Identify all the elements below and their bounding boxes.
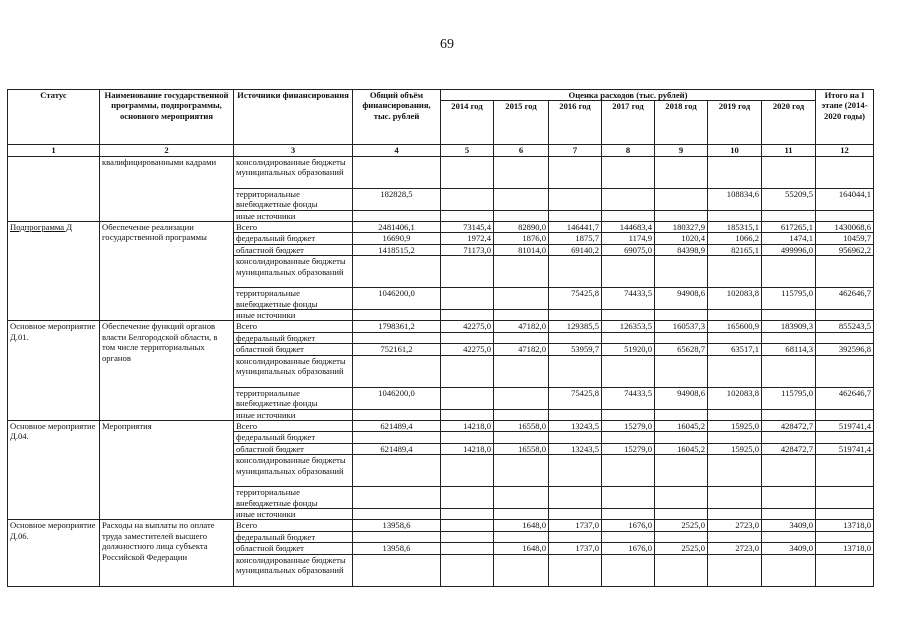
row-source: Всего [234, 222, 353, 233]
row-value [708, 531, 762, 542]
row-value: 1737,0 [549, 520, 602, 531]
row-value [762, 455, 816, 487]
row-source: иные источники [234, 310, 353, 321]
header-year: 2016 год [549, 101, 602, 145]
row-value: 617265,1 [762, 222, 816, 233]
row-value [762, 355, 816, 387]
header-year: 2017 год [602, 101, 655, 145]
row-value [655, 432, 708, 443]
row-value [708, 455, 762, 487]
row-name: Расходы на выплаты по оплате труда заместителей высшего должностного лица субъекта Российской Федерации [100, 520, 234, 586]
row-value [353, 432, 441, 443]
row-value [549, 188, 602, 210]
row-value: 1046200,0 [353, 288, 441, 310]
row-value [353, 531, 441, 542]
row-value [816, 332, 874, 343]
row-value: 82165,1 [708, 244, 762, 255]
row-value [602, 455, 655, 487]
row-value [655, 156, 708, 188]
row-value [708, 508, 762, 519]
row-value [816, 531, 874, 542]
row-value: 146441,7 [549, 222, 602, 233]
row-value: 180327,9 [655, 222, 708, 233]
row-value: 428472,7 [762, 443, 816, 454]
row-source: областной бюджет [234, 543, 353, 554]
header-year: 2019 год [708, 101, 762, 145]
row-value: 428472,7 [762, 420, 816, 431]
row-value: 2723,0 [708, 543, 762, 554]
row-value: 71173,0 [441, 244, 494, 255]
row-value [494, 156, 549, 188]
row-source: областной бюджет [234, 344, 353, 355]
row-source: областной бюджет [234, 443, 353, 454]
table-body [8, 156, 874, 586]
row-value: 75425,8 [549, 288, 602, 310]
header-year: 2015 год [494, 101, 549, 145]
row-value: 15925,0 [708, 420, 762, 431]
row-value: 68114,3 [762, 344, 816, 355]
row-value [441, 310, 494, 321]
row-value: 1474,1 [762, 233, 816, 244]
row-value [816, 156, 874, 188]
row-value: 14218,0 [441, 420, 494, 431]
row-value [816, 455, 874, 487]
row-value [762, 210, 816, 221]
row-value: 2525,0 [655, 520, 708, 531]
row-status: Подпрограмма Д [8, 222, 100, 321]
row-source: консолидированные бюджеты муниципальных образований [234, 355, 353, 387]
row-value [353, 310, 441, 321]
row-value [353, 455, 441, 487]
row-value [494, 508, 549, 519]
row-value: 1676,0 [602, 520, 655, 531]
row-value [762, 554, 816, 586]
row-value: 462646,7 [816, 288, 874, 310]
row-value [441, 520, 494, 531]
row-source: федеральный бюджет [234, 332, 353, 343]
row-value: 129385,5 [549, 321, 602, 332]
row-value [655, 554, 708, 586]
row-value [549, 409, 602, 420]
column-number: 2 [100, 145, 234, 156]
table-row [8, 222, 874, 233]
row-value [353, 508, 441, 519]
row-value [441, 455, 494, 487]
row-value: 16045,2 [655, 420, 708, 431]
row-value [602, 332, 655, 343]
header-sources: Источники финансирования [234, 90, 353, 145]
table-row [8, 420, 874, 431]
row-value [602, 508, 655, 519]
row-value [494, 487, 549, 509]
header-year: 2018 год [655, 101, 708, 145]
header-year: 2014 год [441, 101, 494, 145]
page-number: 69 [440, 37, 454, 52]
row-value [353, 487, 441, 509]
column-number: 6 [494, 145, 549, 156]
row-source: территориальные внебюджетные фонды [234, 288, 353, 310]
header-total: Общий объём финансирования, тыс. рублей [353, 90, 441, 145]
column-numbers-row [8, 145, 874, 156]
row-value: 55209,5 [762, 188, 816, 210]
row-value [441, 487, 494, 509]
row-value: 164044,1 [816, 188, 874, 210]
row-value [602, 554, 655, 586]
row-value [441, 355, 494, 387]
row-value: 47182,0 [494, 344, 549, 355]
row-value: 13243,5 [549, 443, 602, 454]
row-value [549, 156, 602, 188]
header-status: Статус [8, 90, 100, 145]
row-source: иные источники [234, 508, 353, 519]
row-value: 16558,0 [494, 420, 549, 431]
row-value: 3409,0 [762, 543, 816, 554]
row-source: Всего [234, 420, 353, 431]
column-number: 8 [602, 145, 655, 156]
row-name: Обеспечение функций органов власти Белгородской области, в том числе территориальных органов [100, 321, 234, 420]
row-value [602, 409, 655, 420]
row-source: Всего [234, 520, 353, 531]
row-value: 3409,0 [762, 520, 816, 531]
row-value [494, 310, 549, 321]
row-value [549, 210, 602, 221]
row-value: 183909,3 [762, 321, 816, 332]
row-value [816, 256, 874, 288]
row-value [441, 531, 494, 542]
row-source: иные источники [234, 409, 353, 420]
row-value: 15279,0 [602, 420, 655, 431]
row-value [762, 256, 816, 288]
row-value [494, 409, 549, 420]
row-value [708, 332, 762, 343]
row-value [816, 432, 874, 443]
row-value [708, 487, 762, 509]
row-value: 1020,4 [655, 233, 708, 244]
row-value: 2723,0 [708, 520, 762, 531]
row-value [602, 531, 655, 542]
header-year: 2020 год [762, 101, 816, 145]
row-value [602, 355, 655, 387]
row-value: 1972,4 [441, 233, 494, 244]
row-value [494, 387, 549, 409]
column-number: 10 [708, 145, 762, 156]
row-value: 160537,3 [655, 321, 708, 332]
row-source: консолидированные бюджеты муниципальных образований [234, 156, 353, 188]
column-number: 11 [762, 145, 816, 156]
row-value [549, 455, 602, 487]
row-value [441, 188, 494, 210]
row-value: 15925,0 [708, 443, 762, 454]
row-value [816, 508, 874, 519]
row-value [655, 256, 708, 288]
row-value: 13958,6 [353, 520, 441, 531]
row-value: 392596,8 [816, 344, 874, 355]
row-value [602, 487, 655, 509]
row-value: 144683,4 [602, 222, 655, 233]
row-value [762, 409, 816, 420]
row-value [816, 409, 874, 420]
row-source: Всего [234, 321, 353, 332]
row-value: 14218,0 [441, 443, 494, 454]
row-value: 1737,0 [549, 543, 602, 554]
row-value: 13718,0 [816, 543, 874, 554]
row-value [441, 543, 494, 554]
row-value: 182828,5 [353, 188, 441, 210]
table-row [8, 321, 874, 332]
row-value [549, 554, 602, 586]
row-value [816, 487, 874, 509]
row-value: 65628,7 [655, 344, 708, 355]
row-value: 75425,8 [549, 387, 602, 409]
row-value [549, 332, 602, 343]
row-value: 10459,7 [816, 233, 874, 244]
row-source: федеральный бюджет [234, 233, 353, 244]
row-value [549, 487, 602, 509]
row-value: 53959,7 [549, 344, 602, 355]
column-number: 3 [234, 145, 353, 156]
row-value [816, 210, 874, 221]
row-value: 1876,0 [494, 233, 549, 244]
row-value [762, 487, 816, 509]
row-value [816, 554, 874, 586]
table-row [8, 520, 874, 531]
row-value [708, 156, 762, 188]
row-value [441, 409, 494, 420]
row-value [602, 310, 655, 321]
row-value [762, 310, 816, 321]
row-value [441, 554, 494, 586]
row-value [708, 409, 762, 420]
row-value [549, 531, 602, 542]
row-value: 102083,8 [708, 387, 762, 409]
row-value: 126353,5 [602, 321, 655, 332]
row-value [494, 432, 549, 443]
row-value [494, 455, 549, 487]
row-value [353, 332, 441, 343]
row-value: 1648,0 [494, 520, 549, 531]
row-value [602, 256, 655, 288]
row-value: 108834,6 [708, 188, 762, 210]
row-value [441, 256, 494, 288]
row-value [441, 432, 494, 443]
row-value: 74433,5 [602, 288, 655, 310]
row-value [762, 531, 816, 542]
header-estimate: Оценка расходов (тыс. рублей) [441, 90, 816, 101]
row-value: 13718,0 [816, 520, 874, 531]
row-value: 1875,7 [549, 233, 602, 244]
row-value: 16558,0 [494, 443, 549, 454]
row-value: 84398,9 [655, 244, 708, 255]
row-value [762, 156, 816, 188]
row-value [655, 310, 708, 321]
row-value [441, 332, 494, 343]
row-value [708, 210, 762, 221]
row-value: 1430068,6 [816, 222, 874, 233]
row-value: 102083,8 [708, 288, 762, 310]
row-value: 82890,0 [494, 222, 549, 233]
row-value: 621489,4 [353, 420, 441, 431]
row-value: 855243,5 [816, 321, 874, 332]
row-value [353, 355, 441, 387]
row-source: федеральный бюджет [234, 531, 353, 542]
row-value [602, 432, 655, 443]
row-value: 621489,4 [353, 443, 441, 454]
row-value [655, 355, 708, 387]
row-name: Обеспечение реализации государственной программы [100, 222, 234, 321]
row-value: 69140,2 [549, 244, 602, 255]
row-value [708, 554, 762, 586]
row-value: 1418515,2 [353, 244, 441, 255]
row-value: 519741,4 [816, 443, 874, 454]
header-stage-total: Итого на I этапе (2014-2020 годы) [816, 90, 874, 145]
budget-table [7, 89, 874, 587]
row-value: 16690,9 [353, 233, 441, 244]
row-status [8, 156, 100, 221]
row-value: 165600,9 [708, 321, 762, 332]
row-value [816, 355, 874, 387]
row-value [602, 210, 655, 221]
row-status: Основное мероприятие Д.06. [8, 520, 100, 586]
row-value [353, 156, 441, 188]
row-source: консолидированные бюджеты муниципальных образований [234, 256, 353, 288]
table-row [8, 156, 874, 188]
row-value [494, 256, 549, 288]
row-value [353, 210, 441, 221]
row-value: 51920,0 [602, 344, 655, 355]
column-number: 7 [549, 145, 602, 156]
row-value: 16045,2 [655, 443, 708, 454]
row-value [655, 487, 708, 509]
row-value [441, 288, 494, 310]
row-value: 94908,6 [655, 288, 708, 310]
row-value: 752161,2 [353, 344, 441, 355]
row-source: иные источники [234, 210, 353, 221]
row-value [708, 355, 762, 387]
row-value: 94908,6 [655, 387, 708, 409]
row-value: 74433,5 [602, 387, 655, 409]
row-value [494, 554, 549, 586]
row-value [655, 210, 708, 221]
row-value [708, 256, 762, 288]
row-value [353, 256, 441, 288]
row-value [762, 508, 816, 519]
row-value: 185315,1 [708, 222, 762, 233]
row-name: Мероприятия [100, 420, 234, 519]
row-value: 1798361,2 [353, 321, 441, 332]
row-value [602, 188, 655, 210]
column-number: 12 [816, 145, 874, 156]
row-source: консолидированные бюджеты муниципальных образований [234, 455, 353, 487]
row-value [655, 531, 708, 542]
row-value: 13958,6 [353, 543, 441, 554]
row-value: 42275,0 [441, 344, 494, 355]
row-value [353, 554, 441, 586]
row-value [494, 210, 549, 221]
row-value: 13243,5 [549, 420, 602, 431]
row-name: квалифицированными кадрами [100, 156, 234, 221]
row-value: 63517,1 [708, 344, 762, 355]
row-value [494, 332, 549, 343]
row-value: 73145,4 [441, 222, 494, 233]
row-value [708, 432, 762, 443]
header-name: Наименование государственной программы, подпрограммы, основного мероприятия [100, 90, 234, 145]
column-number: 5 [441, 145, 494, 156]
row-value [762, 432, 816, 443]
row-value [549, 256, 602, 288]
row-value: 462646,7 [816, 387, 874, 409]
row-value [549, 310, 602, 321]
row-value: 69075,0 [602, 244, 655, 255]
row-source: территориальные внебюджетные фонды [234, 387, 353, 409]
row-value: 1676,0 [602, 543, 655, 554]
row-value: 47182,0 [494, 321, 549, 332]
column-number: 9 [655, 145, 708, 156]
row-value [549, 432, 602, 443]
row-value: 15279,0 [602, 443, 655, 454]
row-value [655, 188, 708, 210]
row-value [655, 332, 708, 343]
row-value [441, 210, 494, 221]
row-value: 115795,0 [762, 288, 816, 310]
row-value [816, 310, 874, 321]
row-value [708, 310, 762, 321]
row-source: консолидированные бюджеты муниципальных образований [234, 554, 353, 586]
row-value [441, 508, 494, 519]
row-value: 1046200,0 [353, 387, 441, 409]
row-value [494, 188, 549, 210]
row-value: 115795,0 [762, 387, 816, 409]
row-value: 956962,2 [816, 244, 874, 255]
row-value [494, 531, 549, 542]
row-value: 42275,0 [441, 321, 494, 332]
row-value [494, 355, 549, 387]
row-source: территориальные внебюджетные фонды [234, 487, 353, 509]
row-status: Основное мероприятие Д.04. [8, 420, 100, 519]
row-value [602, 156, 655, 188]
row-value: 81014,0 [494, 244, 549, 255]
row-source: областной бюджет [234, 244, 353, 255]
column-number: 4 [353, 145, 441, 156]
row-value: 1174,9 [602, 233, 655, 244]
row-source: территориальные внебюджетные фонды [234, 188, 353, 210]
column-number: 1 [8, 145, 100, 156]
row-value: 1066,2 [708, 233, 762, 244]
row-status: Основное мероприятие Д.01. [8, 321, 100, 420]
row-source: федеральный бюджет [234, 432, 353, 443]
row-value: 519741,4 [816, 420, 874, 431]
row-value: 1648,0 [494, 543, 549, 554]
row-value: 2525,0 [655, 543, 708, 554]
row-value [655, 409, 708, 420]
row-value [655, 455, 708, 487]
row-value [549, 355, 602, 387]
row-value [353, 409, 441, 420]
row-value [655, 508, 708, 519]
row-value: 2481406,1 [353, 222, 441, 233]
row-value [549, 508, 602, 519]
row-value: 499996,0 [762, 244, 816, 255]
row-value [494, 288, 549, 310]
row-value [762, 332, 816, 343]
row-value [441, 387, 494, 409]
row-value [441, 156, 494, 188]
